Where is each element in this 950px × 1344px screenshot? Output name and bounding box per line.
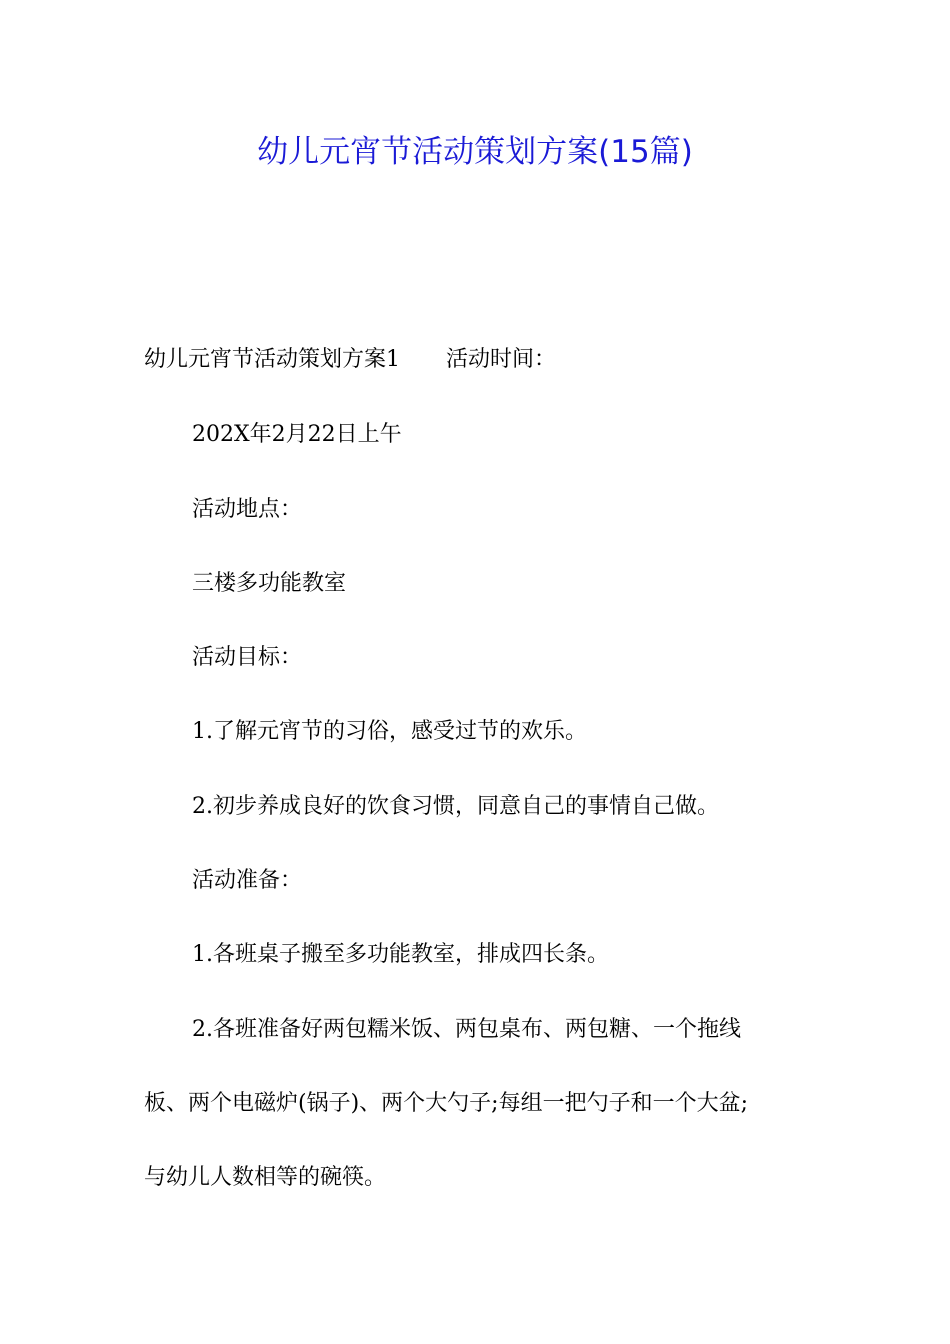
activity-time-label: 活动时间： xyxy=(446,347,557,372)
document-title: 幼儿元宵节活动策划方案(15篇) xyxy=(257,134,693,170)
activity-goal-item: 1.了解元宵节的习俗，感受过节的欢乐。 xyxy=(192,719,587,744)
preparation-item-continued: 板、两个电磁炉(锅子)、两个大勺子;每组一把勺子和一个大盆; xyxy=(144,1091,748,1116)
activity-goals-label: 活动目标： xyxy=(192,645,303,670)
activity-preparation-label: 活动准备： xyxy=(192,868,303,893)
activity-time-value: 202X年2月22日上午 xyxy=(192,422,402,447)
activity-location-label: 活动地点： xyxy=(192,497,303,522)
preparation-item: 2.各班准备好两包糯米饭、两包桌布、两包糖、一个拖线 xyxy=(192,1017,741,1042)
preparation-item-continued: 与幼儿人数相等的碗筷。 xyxy=(144,1165,387,1190)
section-heading-line xyxy=(144,345,824,375)
activity-goal-item: 2.初步养成良好的饮食习惯，同意自己的事情自己做。 xyxy=(192,794,719,819)
section-heading: 幼儿元宵节活动策划方案1 xyxy=(144,347,400,372)
activity-location-value: 三楼多功能教室 xyxy=(192,571,347,596)
preparation-item: 1.各班桌子搬至多功能教室，排成四长条。 xyxy=(192,942,609,967)
